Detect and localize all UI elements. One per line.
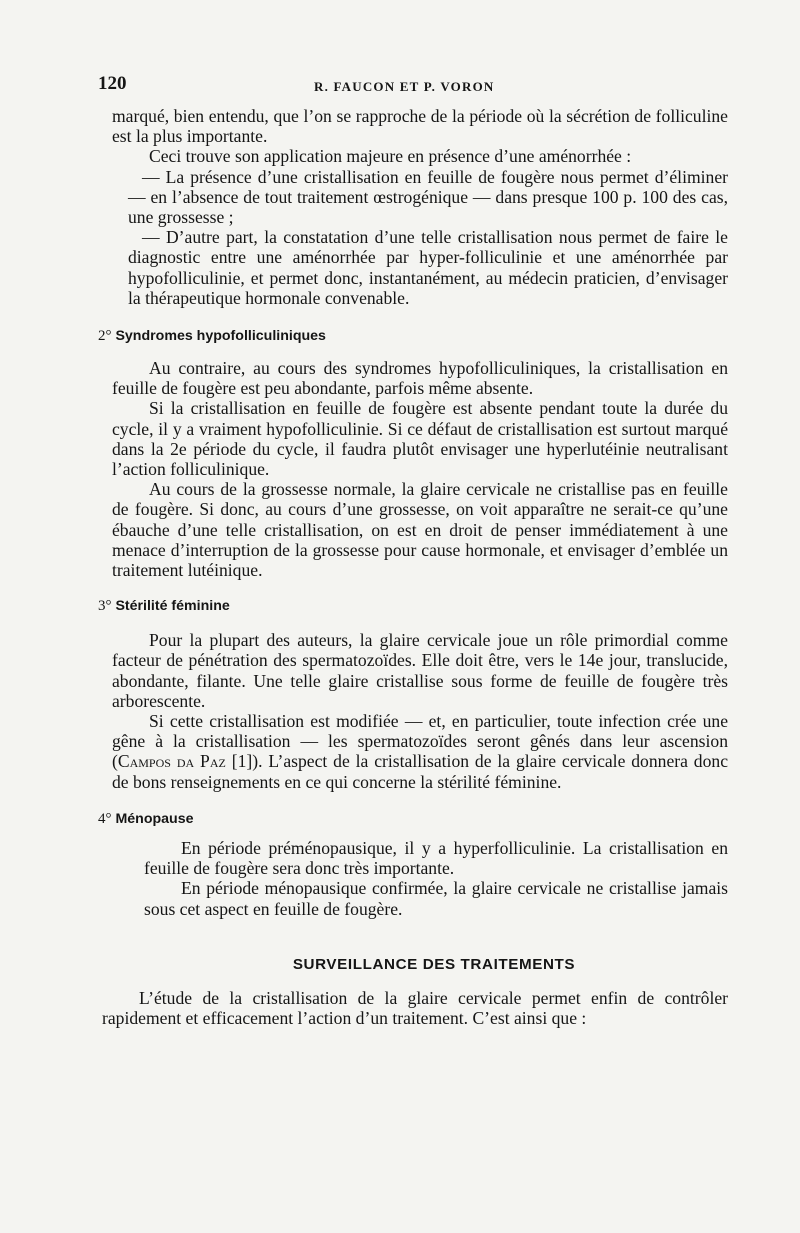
- running-title: R. FAUCON ET P. VORON: [314, 79, 495, 94]
- section-heading-menopause: [98, 810, 728, 828]
- section-title: Stérilité féminine: [115, 598, 230, 615]
- section-heading-syndromes: [98, 327, 728, 345]
- page-header: [98, 73, 728, 100]
- paragraph: Pour la plupart des auteurs, la glaire cervicale joue un rôle primordial comme facteur de pénétration des spermatozoïdes. Elle doit être, vers le 14e jour, translucide, abondante, filante. Une telle glaire cristallise sous forme de feuille de fougère très arborescente.: [112, 630, 728, 711]
- intro-dash-item-2: — D’autre part, la constatation d’une telle cristallisation nous permet de faire le diagnostic entre une aménorrhée par hyper-folliculinie et une aménorrhée par hypofolliculinie, et permet donc, instantanément, au médecin praticien, d’envisager la thérapeutique hormonale convenable.: [128, 227, 728, 308]
- paragraph: Si la cristallisation en feuille de fougère est absente pendant toute la durée du cycle, il y a vraiment hypofolliculinie. Si ce défaut de cristallisation est surtout marqué dans la 2e période du cycle, il faudra plutôt envisager une hyperlutéinie neutralisant l’action folliculinique.: [112, 398, 728, 480]
- intro-dash-item-1: — La présence d’une cristallisation en feuille de fougère nous permet d’éliminer — en l’absence de tout traitement œstrogénique — dans presque 100 p. 100 des cas, une grossesse ;: [128, 166, 728, 228]
- author-citation: Campos da Paz: [117, 751, 226, 772]
- section-menopause: [144, 838, 728, 919]
- intro-block: [112, 106, 728, 308]
- section-heading-sterilite: [98, 597, 728, 615]
- section-number: 4°: [98, 810, 112, 827]
- text-run: Si cette cristallisation est modifiée — et, en particulier, toute infection crée une gêne à la cristallisation — les spermatozoïdes seront gênés dans leur ascension (: [112, 711, 728, 772]
- intro-paragraph-2: Ceci trouve son application majeure en présence d’une aménorrhée :: [149, 146, 632, 167]
- section-heading-surveillance: SURVEILLANCE DES TRAITEMENTS: [292, 955, 576, 973]
- paragraph: En période préménopausique, il y a hyperfolliculinie. La cristallisation en feuille de fougère sera donc très importante.: [144, 837, 728, 879]
- section-title: Syndromes hypofolliculiniques: [115, 328, 326, 345]
- book-page: [98, 73, 729, 1029]
- text-run: [1]). L’aspect de la cristallisation de la glaire cervicale donnera donc de bons renseignements en ce qui concerne la stérilité féminine.: [112, 751, 729, 792]
- paragraph: L’étude de la cristallisation de la glaire cervicale permet enfin de contrôler rapidement et efficacement l’action d’un traitement. C’est ainsi que :: [102, 987, 728, 1029]
- section-sterilite: [112, 630, 728, 792]
- paragraph: Au cours de la grossesse normale, la glaire cervicale ne cristallise pas en feuille de fougère. Si donc, au cours d’une grossesse, on voit apparaître ne serait-ce qu’une ébauche d’une telle cristallisation, on est en droit de penser immédiatement à une menace d’interruption de la grossesse pour cause hormonale, et envisager d’emblée un traitement lutéinique.: [112, 479, 728, 581]
- page-number: 120: [98, 73, 127, 94]
- section-surveillance: [102, 988, 728, 1028]
- section-number: 2°: [98, 328, 112, 345]
- section-number: 3°: [98, 598, 112, 615]
- section-title: Ménopause: [115, 810, 194, 827]
- section-syndromes: [112, 358, 728, 580]
- paragraph: Au contraire, au cours des syndromes hypofolliculiniques, la cristallisation en feuille de fougère est peu abondante, parfois même absente.: [112, 358, 728, 399]
- paragraph-with-citation: [112, 711, 728, 792]
- paragraph: En période ménopausique confirmée, la glaire cervicale ne cristallise jamais sous cet aspect en feuille de fougère.: [144, 878, 728, 919]
- intro-paragraph-1: marqué, bien entendu, que l’on se rapproche de la période où la sécrétion de folliculine est la plus importante.: [112, 106, 728, 147]
